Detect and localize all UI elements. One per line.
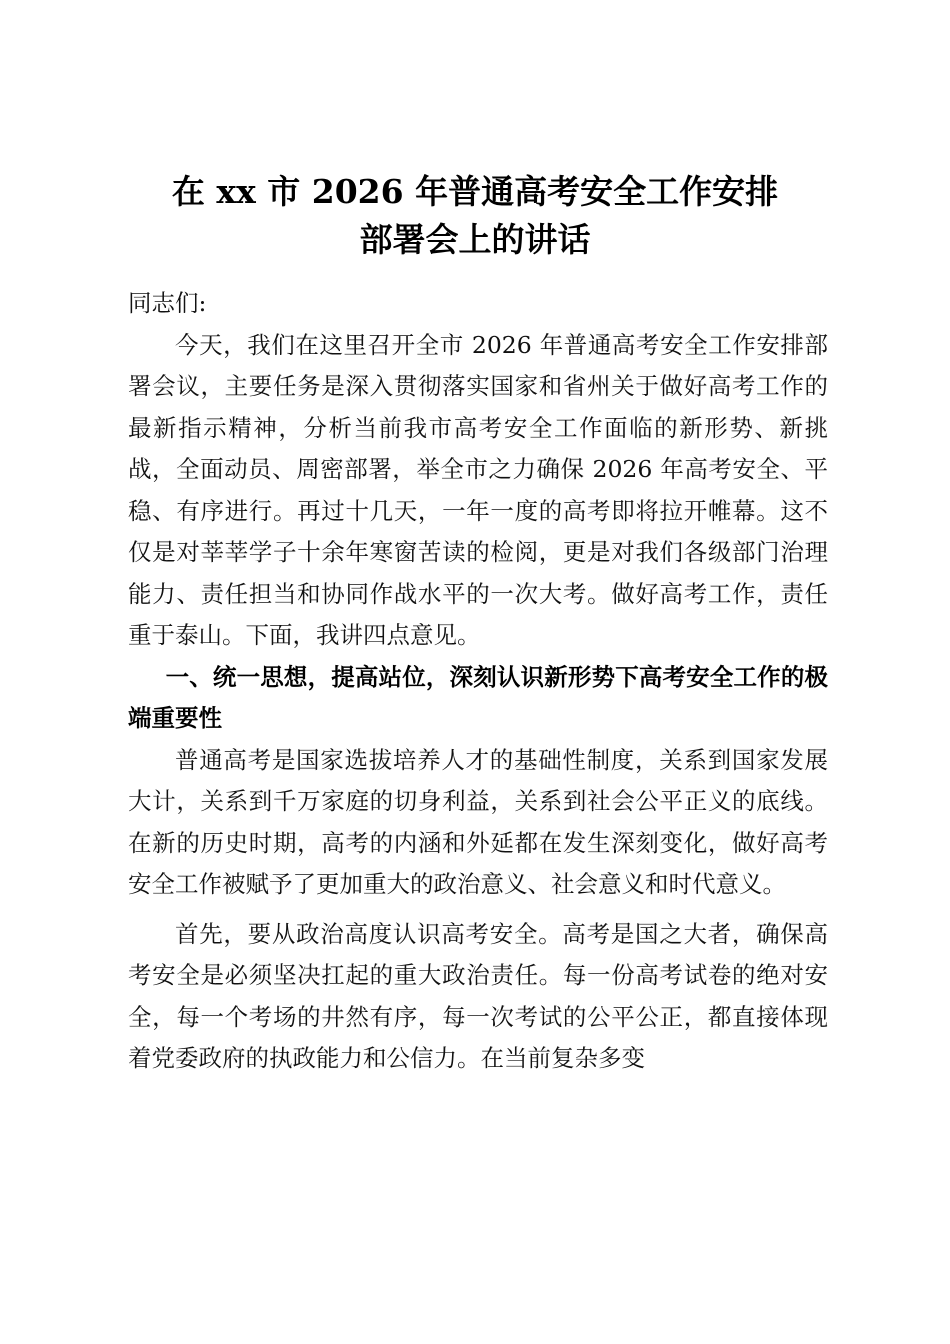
paragraph-gap bbox=[128, 906, 828, 914]
title-line-1: 在 xx 市 2026 年普通高考安全工作安排 bbox=[171, 172, 779, 211]
section-1-heading: 一、统一思想，提高站位，深刻认识新形势下高考安全工作的极端重要性 bbox=[128, 662, 828, 732]
salutation: 同志们: bbox=[128, 289, 207, 317]
section-1-paragraph-1: 普通高考是国家选拔培养人才的基础性制度，关系到国家发展大计，关系到千万家庭的切身利益，关系到社会公平正义的底线。在新的历史时期，高考的内涵和外延都在发生深刻变化，做好高考安全工作被赋予了更加重大的政治意义、社会意义和时代意义。 bbox=[128, 745, 828, 898]
title-line-2: 部署会上的讲话 bbox=[359, 220, 591, 259]
document-body bbox=[128, 283, 828, 1080]
intro-paragraph: 今天，我们在这里召开全市 2026 年普通高考安全工作安排部署会议，主要任务是深入贯彻落实国家和省州关于做好高考工作的最新指示精神，分析当前我市高考安全工作面临的新形势、新挑战，全面动员、周密部署，举全市之力确保 2026 年高考安全、平稳、有序进行。再过十几天，一年一度的高考即将拉开帷幕。这不仅是对莘莘学子十余年寒窗苦读的检阅，更是对我们各级部门治理能力、责任担当和协同作战水平的一次大考。做好高考工作，责任重于泰山。下面，我讲四点意见。 bbox=[128, 330, 828, 649]
document-title bbox=[150, 168, 800, 264]
section-1-paragraph-2: 首先，要从政治高度认识高考安全。高考是国之大者，确保高考安全是必须坚决扛起的重大政治责任。每一份高考试卷的绝对安全，每一个考场的井然有序，每一次考试的公平公正，都直接体现着党委政府的执政能力和公信力。在当前复杂多变 bbox=[128, 919, 828, 1072]
